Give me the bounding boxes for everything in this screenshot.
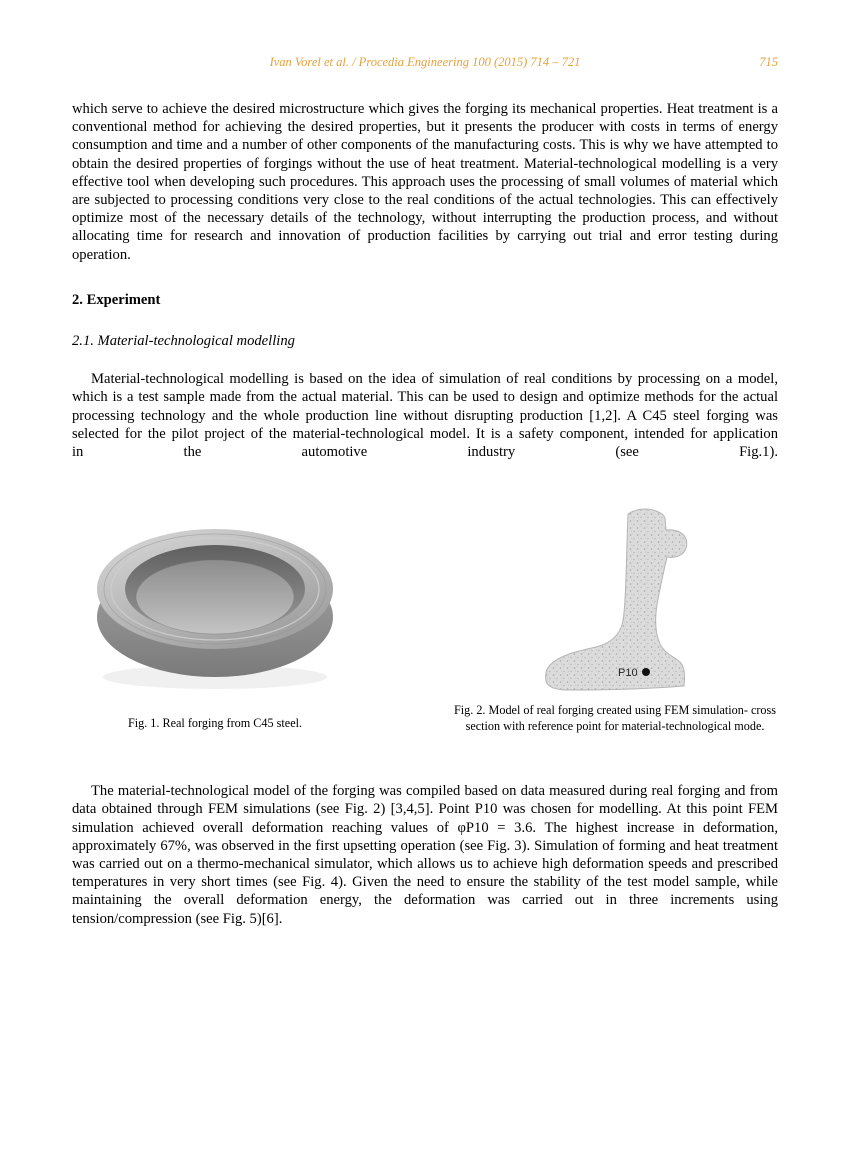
figures-row: [72, 505, 778, 734]
figure-2: [452, 505, 778, 734]
body-paragraph-2-last-line: in the automotive industry (see Fig.1).: [72, 444, 778, 461]
p10-label: P10: [617, 667, 638, 680]
figure-1: [72, 505, 452, 734]
journal-citation: Ivan Vorel et al. / Procedia Engineering 100 (2015) 714 – 721: [269, 55, 581, 69]
figure-2-caption: Fig. 2. Model of real forging created using FEM simulation- cross section with reference point for material-technological mode.: [453, 703, 777, 733]
figure-1-wrap: [82, 505, 348, 732]
section-heading-experiment: 2. Experiment: [72, 291, 161, 308]
body-paragraph-2: Material-technological modelling is based on the idea of simulation of real conditions by processing on a model, which is a test sample made from the actual material. This can be used to design and optimize methods for the actual processing technology and the whole production line without disrupting production [1,2]. A C45 steel forging was selected for the pilot project of the material-technological model. It is a safety component, intended for application: [72, 371, 778, 442]
page-number: 715: [759, 55, 778, 69]
cross-section-shape: [545, 509, 686, 690]
subsection-heading-modelling: 2.1. Material-technological modelling: [72, 333, 295, 350]
body-paragraph-1: which serve to achieve the desired microstructure which gives the forging its mechanical properties. Heat treatment is a conventional method for achieving the desired properties, but it presents the producer with costs in terms of energy consumption and time and a number of other components of the manufacturing costs. This is why we have attempted to obtain the desired properties of forgings without the use of heat treatment. Material-technological modelling is a very effective tool when developing such procedures. This approach uses the processing of small volumes of material which are subjected to processing conditions very close to the real conditions of the actual technologies. This can effectively optimize most of the necessary details of the technology, without interrupting the production process, and without allocating time for research and innovation of production facilities by carrying out trial and error testing during operation.: [72, 101, 778, 263]
fem-cross-section-image: [538, 505, 693, 695]
forging-ring-image: [82, 505, 348, 700]
page-header: [72, 55, 778, 73]
body-paragraph-3: The material-technological model of the forging was compiled based on data measured during real forging and from data obtained through FEM simulations (see Fig. 2) [3,4,5]. Point P10 was chosen for modelling. At this point FEM simulation achieved overall deformation reaching values of φP10 = 3.6. The highest increase in deformation, approximately 67%, was observed in the first upsetting operation (see Fig. 3). Simulation of forming and heat treatment was carried out on a thermo-mechanical simulator, which allows us to achieve high deformation speeds and prescribed temperatures in very short times (see Fig. 4). Given the need to ensure the stability of the test model sample, while maintaining the overall deformation energy, the deformation was carried out in three increments using tension/compression (see Fig. 5)[6].: [72, 783, 778, 927]
figure-1-caption: Fig. 1. Real forging from C45 steel.: [127, 716, 303, 731]
p10-marker-dot: [642, 668, 650, 676]
